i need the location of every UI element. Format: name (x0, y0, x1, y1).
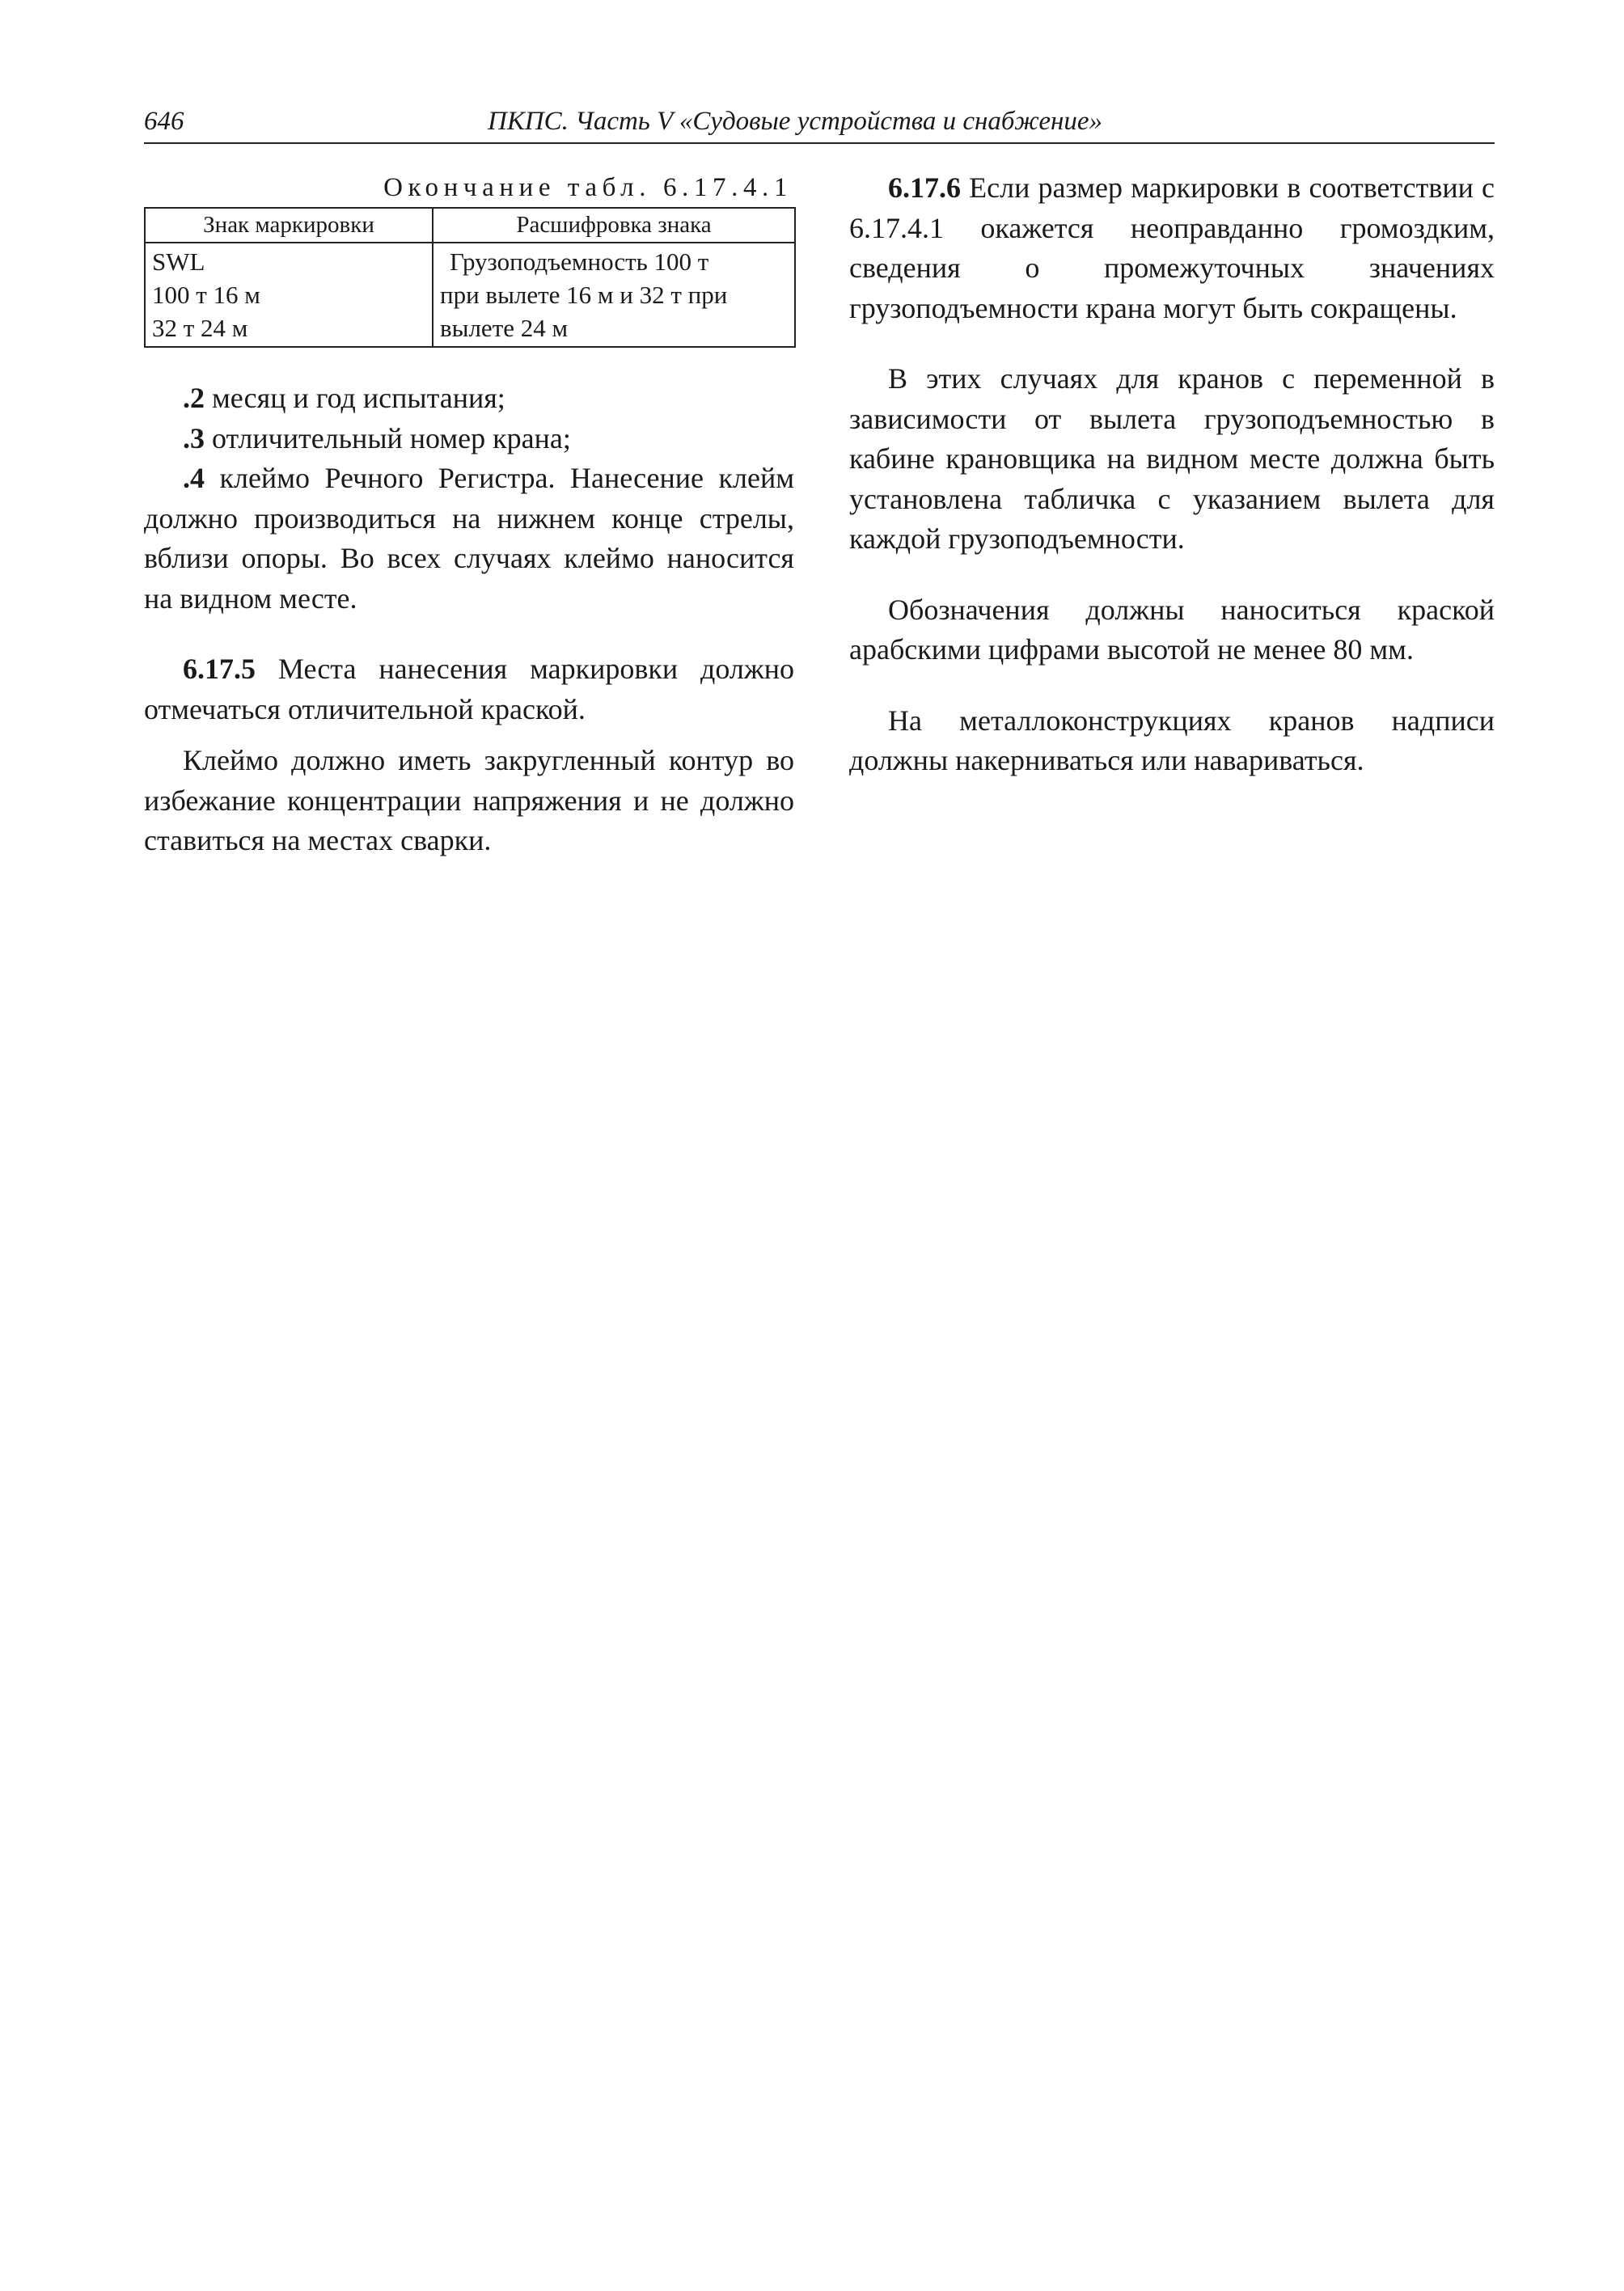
section-text: Места нанесения маркировки должно отмечаться отличительной краской. (144, 653, 794, 725)
list-item (144, 459, 794, 619)
list-item-number: .2 (183, 382, 205, 414)
cell-line: вылете 24 м (440, 314, 569, 342)
section-6-17-5 (144, 649, 794, 729)
cell-meaning (433, 243, 795, 347)
section-number: 6.17.5 (183, 653, 256, 685)
column-header-sign: Знак маркировки (145, 208, 433, 243)
cell-line: 32 т 24 м (152, 314, 248, 342)
cell-line: Грузоподъемность 100 т (450, 247, 709, 276)
paragraph-metal-structures: На металлоконструкциях кранов надписи должны накерниваться или навариваться. (849, 704, 1495, 776)
left-column (144, 168, 794, 861)
page-header (144, 107, 1495, 144)
paragraph-variable-capacity: В этих случаях для кранов с переменной в зависимости от вылета грузоподъемностью в кабине крановщика на видном месте должна быть установлена табличка с указанием вылета для каждой грузоподъемности. (849, 362, 1495, 555)
list-item-number: .4 (183, 462, 205, 494)
marking-list (144, 378, 794, 619)
list-item-text: месяц и год испытания; (212, 382, 505, 414)
marking-table (144, 207, 796, 348)
paragraph-designation: Обозначения должны наноситься краской арабскими цифрами высотой не менее 80 мм. (849, 593, 1495, 666)
table-caption: Окончание табл. 6.17.4.1 (383, 173, 793, 202)
section-6-17-6 (849, 168, 1495, 328)
cell-line: 100 т 16 м (152, 281, 260, 309)
cell-sign (145, 243, 433, 347)
table-row (145, 243, 795, 347)
page-number: 646 (144, 107, 184, 136)
paragraph-stamp: Клеймо должно иметь закругленный контур во избежание концентрации напряжения и не должно ставиться на местах сварки. (144, 744, 794, 856)
running-title: ПКПС. Часть V «Судовые устройства и снабжение» (488, 107, 1103, 136)
list-item-number: .3 (183, 421, 205, 454)
section-number: 6.17.6 (888, 171, 961, 204)
list-item-text: отличительный номер крана; (212, 421, 571, 454)
section-text: Если размер маркировки в соответствии с 6.17.4.1 окажется неоправданно громоздким, сведения о промежуточных значениях грузоподъемности крана могут быть сокращены. (849, 171, 1495, 324)
table-header-row (145, 208, 795, 243)
cell-line: SWL (152, 247, 205, 276)
cell-line: при вылете 16 м и 32 т при (440, 281, 728, 309)
list-item-text: клеймо Речного Регистра. Нанесение клейм должно производиться на нижнем конце стрелы, вблизи опоры. Во всех случаях клеймо наносится на видном месте. (144, 462, 795, 615)
list-item (144, 419, 794, 459)
right-column (849, 168, 1495, 781)
list-item (144, 378, 794, 419)
column-header-meaning: Расшифровка знака (433, 208, 795, 243)
